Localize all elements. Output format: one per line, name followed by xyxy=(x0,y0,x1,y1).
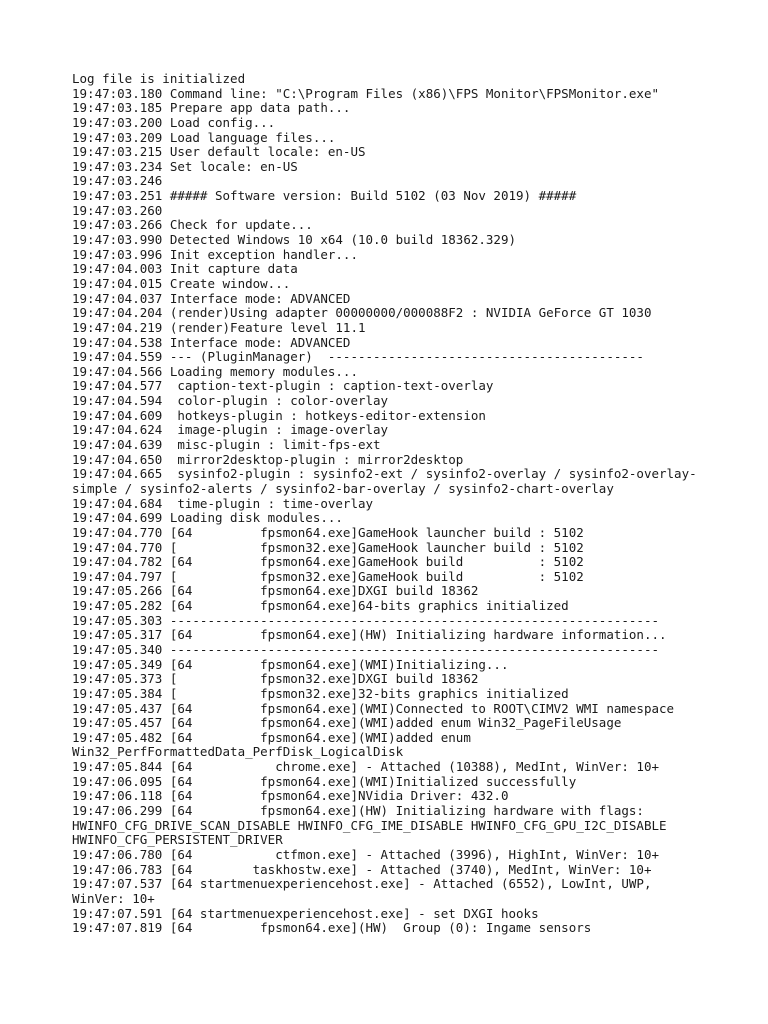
log-line: 19:47:07.819 [64 fpsmon64.exe](HW) Group (0): Ingame sensors xyxy=(72,920,592,936)
log-line: 19:47:04.699 Loading disk modules... xyxy=(72,510,343,526)
log-line: 19:47:05.482 [64 fpsmon64.exe](WMI)added enum xyxy=(72,729,471,745)
log-line: 19:47:05.373 [ fpsmon32.exe]DXGI build 18362 xyxy=(72,671,479,687)
log-line: 19:47:05.340 ----------------------------------------------------------------- xyxy=(72,641,659,657)
log-line: 19:47:05.303 ----------------------------------------------------------------- xyxy=(72,612,659,628)
log-line: 19:47:04.609 hotkeys-plugin : hotkeys-editor-extension xyxy=(72,407,486,423)
log-line: 19:47:05.266 [64 fpsmon64.exe]DXGI build 18362 xyxy=(72,583,479,599)
log-line: 19:47:06.299 [64 fpsmon64.exe](HW) Initializing hardware with flags: xyxy=(72,803,644,819)
log-line: 19:47:04.770 [ fpsmon32.exe]GameHook launcher build : 5102 xyxy=(72,539,584,555)
log-line: 19:47:03.246 xyxy=(72,173,163,189)
log-line: 19:47:04.782 [64 fpsmon64.exe]GameHook build : 5102 xyxy=(72,554,584,570)
log-line: HWINFO_CFG_DRIVE_SCAN_DISABLE HWINFO_CFG_IME_DISABLE HWINFO_CFG_GPU_I2C_DISABLE xyxy=(72,817,667,833)
log-text-block xyxy=(72,72,712,936)
log-line: 19:47:04.665 sysinfo2-plugin : sysinfo2-ext / sysinfo2-overlay / sysinfo2-overlay- xyxy=(72,466,697,482)
log-line: 19:47:06.118 [64 fpsmon64.exe]NVidia Driver: 432.0 xyxy=(72,788,509,804)
log-line: 19:47:04.577 caption-text-plugin : caption-text-overlay xyxy=(72,378,494,394)
log-line: 19:47:04.559 --- (PluginManager) ------------------------------------------ xyxy=(72,349,644,365)
log-line: 19:47:04.594 color-plugin : color-overlay xyxy=(72,393,389,409)
log-line: 19:47:04.624 image-plugin : image-overlay xyxy=(72,422,389,438)
log-line: 19:47:04.204 (render)Using adapter 00000000/000088F2 : NVIDIA GeForce GT 1030 xyxy=(72,305,652,321)
log-line: Log file is initialized xyxy=(72,71,246,86)
log-line: 19:47:06.095 [64 fpsmon64.exe](WMI)Initialized successfully xyxy=(72,773,577,789)
log-line: 19:47:03.185 Prepare app data path... xyxy=(72,100,351,116)
log-line: 19:47:03.251 ##### Software version: Build 5102 (03 Nov 2019) ##### xyxy=(72,188,577,204)
log-line: 19:47:03.990 Detected Windows 10 x64 (10.0 build 18362.329) xyxy=(72,232,517,248)
log-line: 19:47:05.437 [64 fpsmon64.exe](WMI)Connected to ROOT\CIMV2 WMI namespace xyxy=(72,700,675,716)
log-line: 19:47:03.209 Load language files... xyxy=(72,129,336,145)
log-line: 19:47:03.180 Command line: "C:\Program Files (x86)\FPS Monitor\FPSMonitor.exe" xyxy=(72,85,659,101)
log-line: 19:47:04.684 time-plugin : time-overlay xyxy=(72,495,374,511)
log-line: 19:47:03.200 Load config... xyxy=(72,114,276,130)
log-line: simple / sysinfo2-alerts / sysinfo2-bar-overlay / sysinfo2-chart-overlay xyxy=(72,480,614,496)
log-line: 19:47:05.349 [64 fpsmon64.exe](WMI)Initializing... xyxy=(72,656,509,672)
log-line: 19:47:04.538 Interface mode: ADVANCED xyxy=(72,334,351,350)
log-line: 19:47:04.037 Interface mode: ADVANCED xyxy=(72,290,351,306)
log-line: 19:47:06.783 [64 taskhostw.exe] - Attached (3740), MedInt, WinVer: 10+ xyxy=(72,861,652,877)
log-line: 19:47:06.780 [64 ctfmon.exe] - Attached (3996), HighInt, WinVer: 10+ xyxy=(72,846,659,862)
log-line: 19:47:05.384 [ fpsmon32.exe]32-bits graphics initialized xyxy=(72,685,569,701)
log-line: 19:47:04.797 [ fpsmon32.exe]GameHook build : 5102 xyxy=(72,568,584,584)
log-line: 19:47:05.317 [64 fpsmon64.exe](HW) Initializing hardware information... xyxy=(72,627,667,643)
log-line: 19:47:03.266 Check for update... xyxy=(72,217,313,233)
log-line: 19:47:03.260 xyxy=(72,202,163,218)
log-line: 19:47:07.591 [64 startmenuexperiencehost.exe] - set DXGI hooks xyxy=(72,905,539,921)
log-line: 19:47:04.015 Create window... xyxy=(72,275,291,291)
log-line: 19:47:03.215 User default locale: en-US xyxy=(72,144,366,160)
log-line: 19:47:04.639 misc-plugin : limit-fps-ext xyxy=(72,437,381,453)
log-line: HWINFO_CFG_PERSISTENT_DRIVER xyxy=(72,832,283,848)
log-line: 19:47:04.770 [64 fpsmon64.exe]GameHook launcher build : 5102 xyxy=(72,524,584,540)
log-line: WinVer: 10+ xyxy=(72,890,155,906)
log-line: 19:47:05.282 [64 fpsmon64.exe]64-bits graphics initialized xyxy=(72,598,569,614)
log-line: 19:47:04.003 Init capture data xyxy=(72,261,298,277)
log-line: 19:47:04.219 (render)Feature level 11.1 xyxy=(72,319,366,335)
log-line: 19:47:04.650 mirror2desktop-plugin : mirror2desktop xyxy=(72,451,464,467)
log-line: Win32_PerfFormattedData_PerfDisk_LogicalDisk xyxy=(72,744,404,760)
log-line: 19:47:04.566 Loading memory modules... xyxy=(72,363,358,379)
log-line: 19:47:07.537 [64 startmenuexperiencehost.exe] - Attached (6552), LowInt, UWP, xyxy=(72,876,652,892)
log-line: 19:47:03.234 Set locale: en-US xyxy=(72,158,298,174)
log-line: 19:47:03.996 Init exception handler... xyxy=(72,246,358,262)
log-line: 19:47:05.457 [64 fpsmon64.exe](WMI)added enum Win32_PageFileUsage xyxy=(72,715,622,731)
log-line: 19:47:05.844 [64 chrome.exe] - Attached (10388), MedInt, WinVer: 10+ xyxy=(72,759,659,775)
